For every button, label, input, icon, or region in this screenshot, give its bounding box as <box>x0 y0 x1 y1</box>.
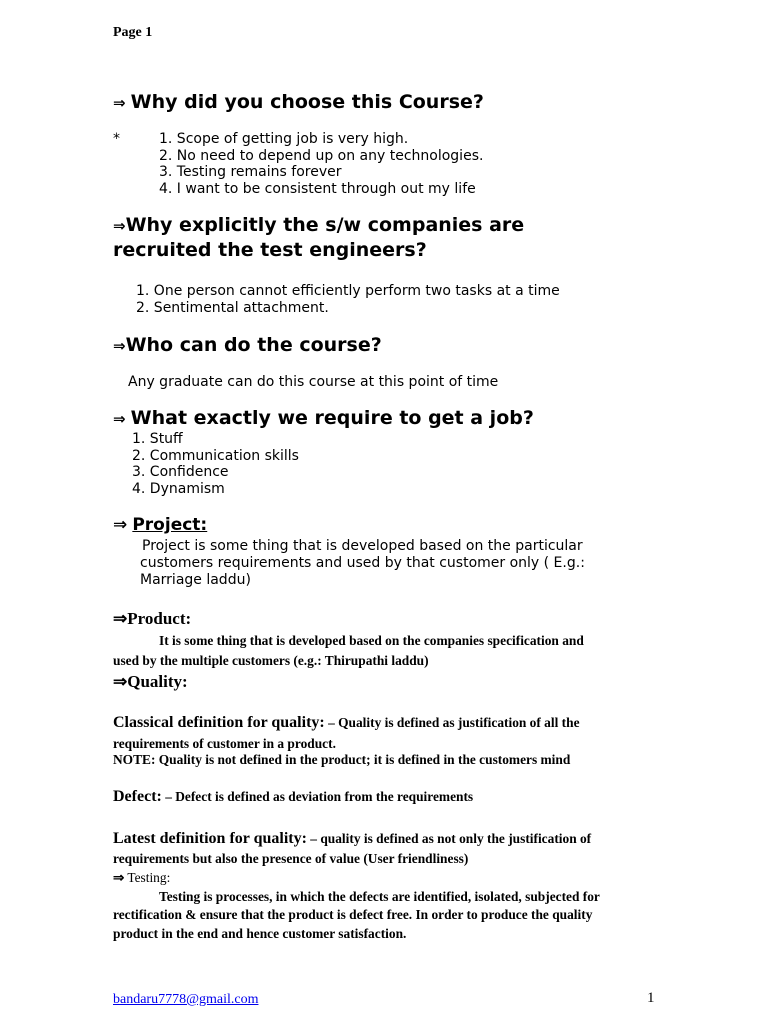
section1-heading-text: Why did you choose this Course? <box>130 91 484 113</box>
arrow-icon: ⇒ <box>113 870 125 885</box>
latest-term: Latest definition for quality: <box>113 830 307 847</box>
defect-term: Defect: <box>113 788 162 805</box>
product-heading-text: Product: <box>127 609 192 628</box>
product-heading <box>113 609 191 629</box>
section3-heading-text: Who can do the course? <box>125 334 382 356</box>
list-item: 3. Testing remains forever <box>159 164 342 180</box>
bullet-marker: * <box>113 131 120 147</box>
quality-heading <box>113 672 188 692</box>
page-label: Page 1 <box>113 25 153 40</box>
section2-heading <box>113 214 524 236</box>
list-item: 2. No need to depend up on any technologies. <box>159 148 484 164</box>
section2-heading-line1: Why explicitly the s/w companies are <box>125 214 525 236</box>
arrow-icon: ⇒ <box>113 217 126 235</box>
quality-heading-text: Quality: <box>127 672 188 691</box>
arrow-icon: ⇒ <box>113 609 128 628</box>
list-item: 2. Communication skills <box>132 448 299 464</box>
list-item: 1. One person cannot efficiently perform two tasks at a time <box>136 283 560 299</box>
classical-line2: requirements of customer in a product. <box>113 736 336 751</box>
classical-text: – Quality is defined as justification of all the <box>324 715 580 730</box>
latest-line2: requirements but also the presence of value (User friendliness) <box>113 851 469 866</box>
section4-heading-text: What exactly we require to get a job? <box>130 407 534 429</box>
footer-email-link[interactable]: bandaru7778@gmail.com <box>113 992 259 1007</box>
project-line: customers requirements and used by that customer only ( E.g.: <box>140 555 585 571</box>
section3-text: Any graduate can do this course at this point of time <box>128 374 499 390</box>
classical-term: Classical definition for quality: <box>113 714 325 731</box>
latest-text: – quality is defined as not only the justification of <box>306 831 592 846</box>
project-heading-text: Project: <box>132 515 208 535</box>
product-line2: used by the multiple customers (e.g.: Thirupathi laddu) <box>113 653 429 668</box>
testing-line2: rectification & ensure that the product is defect free. In order to produce the quality <box>113 907 593 922</box>
product-line1: It is some thing that is developed based on the companies specification and <box>159 633 584 648</box>
list-item: 1. Stuff <box>132 431 183 447</box>
section3-heading <box>113 334 382 356</box>
latest-definition <box>113 830 591 848</box>
section4-heading <box>113 407 534 429</box>
testing-heading-text: Testing: <box>127 870 171 885</box>
list-item: 4. Dynamism <box>132 481 225 497</box>
project-line: Project is some thing that is developed based on the particular <box>142 538 583 554</box>
arrow-icon: ⇒ <box>113 94 126 112</box>
defect-text: – Defect is defined as deviation from the requirements <box>161 789 474 804</box>
testing-line1: Testing is processes, in which the defects are identified, isolated, subjected for <box>159 889 600 904</box>
section2-heading-line2: recruited the test engineers? <box>113 239 427 261</box>
defect-definition <box>113 788 473 806</box>
arrow-icon: ⇒ <box>113 410 126 428</box>
classical-definition <box>113 714 580 732</box>
testing-line3: product in the end and hence customer satisfaction. <box>113 926 407 941</box>
section1-heading <box>113 91 484 113</box>
quality-note: NOTE: Quality is not defined in the product; it is defined in the customers mind <box>113 752 571 767</box>
project-heading <box>113 515 207 535</box>
arrow-icon: ⇒ <box>113 672 128 691</box>
list-item: 3. Confidence <box>132 464 229 480</box>
arrow-icon: ⇒ <box>113 515 128 535</box>
list-item: 1. Scope of getting job is very high. <box>159 131 409 147</box>
list-item: 4. I want to be consistent through out my life <box>159 181 476 197</box>
testing-heading <box>113 870 170 886</box>
footer-page-number: 1 <box>647 990 655 1006</box>
list-item: 2. Sentimental attachment. <box>136 300 329 316</box>
project-line: Marriage laddu) <box>140 572 251 588</box>
arrow-icon: ⇒ <box>113 337 126 355</box>
